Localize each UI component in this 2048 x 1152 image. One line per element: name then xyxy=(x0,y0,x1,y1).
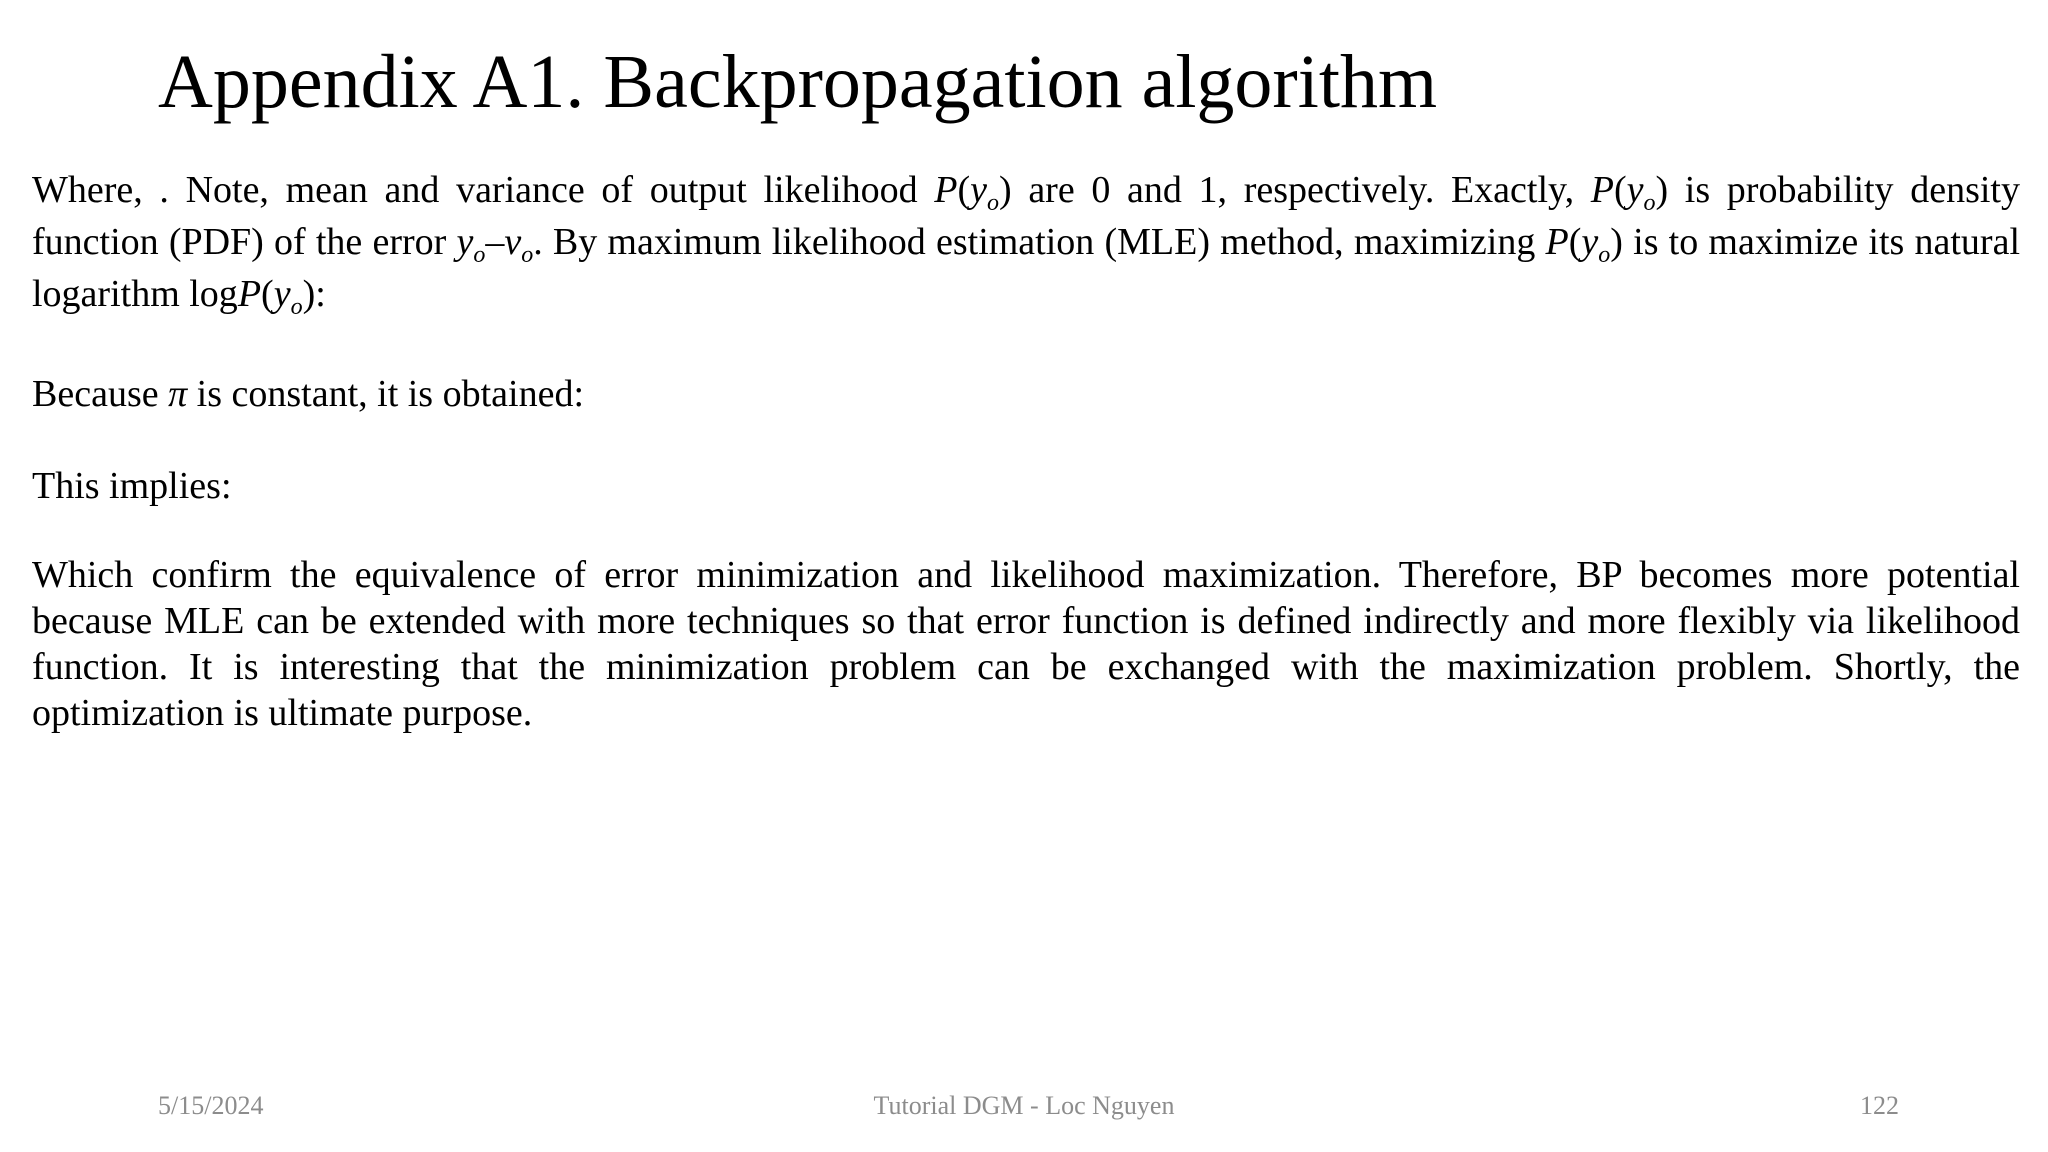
p1-o-4: o xyxy=(521,242,534,268)
paragraph-mle-definition xyxy=(32,164,2020,320)
p1-P-3: P xyxy=(1545,221,1569,263)
p1-lp-3: ( xyxy=(1568,221,1582,263)
p1-text-1: Where, . Note, mean and variance of output likelihood xyxy=(32,169,935,211)
p2-pi: π xyxy=(168,373,188,415)
p1-dash: – xyxy=(485,221,505,263)
paragraph-this-implies: This implies: xyxy=(32,465,232,507)
p1-y-2: y xyxy=(1626,169,1644,211)
p1-text-5: is to maximize its natural logarithm log xyxy=(32,221,2020,315)
footer-page-number: 122 xyxy=(1860,1091,1899,1120)
p1-y-5: y xyxy=(273,273,291,315)
p1-text-2: are 0 and 1, respectively. Exactly, xyxy=(1011,169,1591,211)
footer-title: Tutorial DGM - Loc Nguyen xyxy=(873,1091,1175,1120)
p1-y-4: y xyxy=(1581,221,1599,263)
p1-P-4: P xyxy=(237,273,262,315)
p1-v: v xyxy=(504,221,522,263)
p1-o-3: o xyxy=(473,242,486,268)
p1-P-2: P xyxy=(1590,169,1614,211)
p1-text-6: ): xyxy=(302,273,326,315)
slide-title: Appendix A1. Backpropagation algorithm xyxy=(158,40,1438,124)
p1-y-1: y xyxy=(970,169,987,211)
p1-y-3: y xyxy=(456,221,474,263)
paragraph-because-pi xyxy=(32,368,2020,420)
p2-text-1: Because xyxy=(32,373,169,415)
p1-o-2: o xyxy=(1643,190,1656,216)
p1-rp-3: ) xyxy=(1610,221,1623,263)
p1-text-3: is probability density function (PDF) of the error xyxy=(32,169,2020,263)
p1-o-5: o xyxy=(1598,242,1611,268)
p1-o-1: o xyxy=(987,190,999,216)
footer-date: 5/15/2024 xyxy=(158,1091,264,1120)
p1-rp-2: ) xyxy=(1655,169,1669,211)
p1-o-6: o xyxy=(290,294,303,320)
p1-lp-1: ( xyxy=(957,169,971,211)
paragraph-conclusion: Which confirm the equivalence of error minimization and likelihood maximization. Therefore, BP becomes more potential because MLE can be extended with more techniques so that error function is defined indirectly and more flexibly via likelihood function. It is interesting that the minimization problem can be exchanged with the maximization problem. Shortly, the optimization is ultimate purpose. xyxy=(32,554,2020,734)
p1-text-4: . By maximum likelihood estimation (MLE) method, maximizing xyxy=(533,221,1546,263)
p1-lp-4: ( xyxy=(261,273,274,315)
p1-rp-1: ) xyxy=(999,169,1012,211)
p1-lp-2: ( xyxy=(1613,169,1627,211)
p1-P-1: P xyxy=(934,169,958,211)
p2-text-2: is constant, it is obtained: xyxy=(187,373,585,415)
